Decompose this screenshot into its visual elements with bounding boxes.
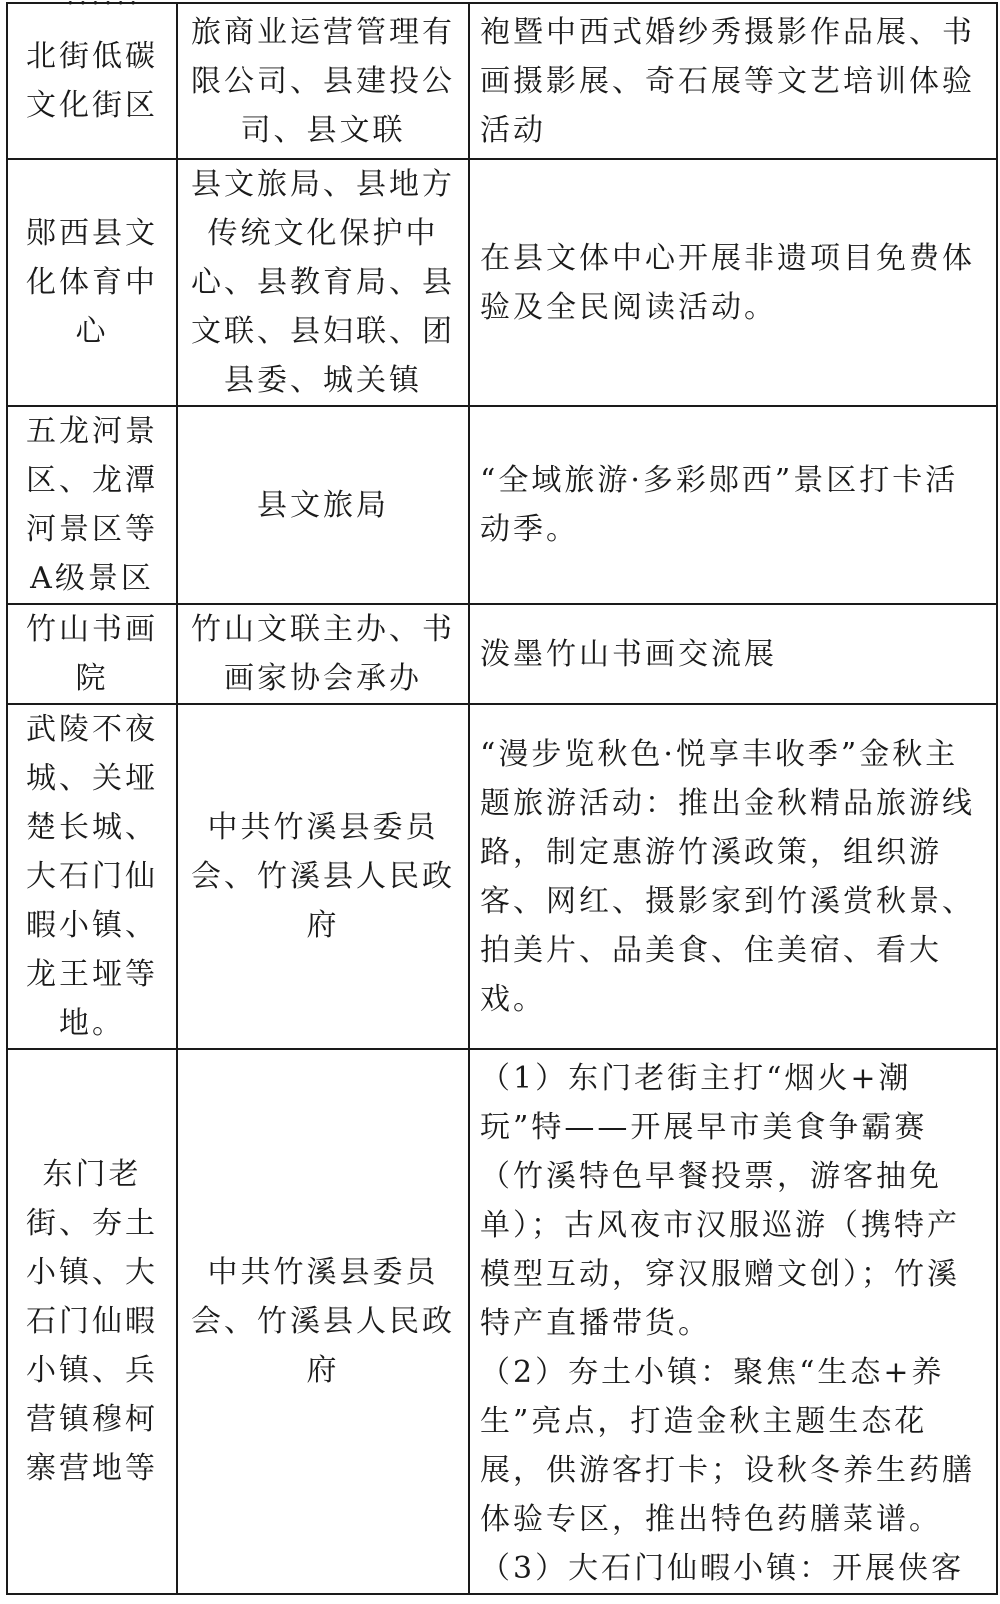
location-cell: 北街低碳文化街区: [7, 3, 177, 159]
location-cell: 五龙河景区、龙潭河景区等A级景区: [7, 406, 177, 604]
organizer-cell: 县文旅局: [177, 406, 469, 604]
location-cell: 武陵不夜城、关垭楚长城、大石门仙暇小镇、龙王垭等地。: [7, 704, 177, 1049]
table-row: [7, 406, 997, 604]
location-cell: 东门老街、夯土小镇、大石门仙暇小镇、兵营镇穆柯寨营地等: [7, 1049, 177, 1594]
organizer-cell: 中共竹溪县委员会、竹溪县人民政府: [177, 1049, 469, 1594]
organizer-cell: 中共竹溪县委员会、竹溪县人民政府: [177, 704, 469, 1049]
table-row: [7, 604, 997, 704]
activity-item: （3）大石门仙暇小镇：开展侠客: [480, 1551, 965, 1586]
organizer-cell: 旅商业运营管理有限公司、县建投公司、县文联: [177, 3, 469, 159]
organizer-cell: 县文旅局、县地方传统文化保护中心、县教育局、县文联、县妇联、团县委、城关镇: [177, 159, 469, 406]
table-row: [7, 159, 997, 406]
activity-cell: “全域旅游·多彩郧西”景区打卡活动季。: [469, 406, 997, 604]
table-row: [7, 3, 997, 159]
activity-cell: 袍暨中西式婚纱秀摄影作品展、书画摄影展、奇石展等文艺培训体验活动: [469, 3, 997, 159]
table-row: [7, 704, 997, 1049]
location-cell: 竹山书画院: [7, 604, 177, 704]
location-cell: 郧西县文化体育中心: [7, 159, 177, 406]
activity-cell: [469, 1049, 997, 1594]
activity-item: （1）东门老街主打“烟火+潮玩”特——开展早市美食争霸赛（竹溪特色早餐投票，游客抽免单）；古风夜市汉服巡游（携特产模型互动，穿汉服赠文创）；竹溪特产直播带货。: [480, 1061, 960, 1341]
activity-cell: “漫步览秋色·悦享丰收季”金秋主题旅游活动：推出金秋精品旅游线路，制定惠游竹溪政策，组织游客、网红、摄影家到竹溪赏秋景、拍美片、品美食、住美宿、看大戏。: [469, 704, 997, 1049]
organizer-cell: 竹山文联主办、书画家协会承办: [177, 604, 469, 704]
activity-cell: 在县文体中心开展非遗项目免费体验及全民阅读活动。: [469, 159, 997, 406]
table-row: [7, 1049, 997, 1594]
activity-cell: 泼墨竹山书画交流展: [469, 604, 997, 704]
activity-table: [6, 2, 998, 1595]
activity-item: （2）夯土小镇：聚焦“生态+养生”亮点，打造金秋主题生态花展，供游客打卡；设秋冬养生药膳体验专区，推出特色药膳菜谱。: [480, 1355, 975, 1537]
